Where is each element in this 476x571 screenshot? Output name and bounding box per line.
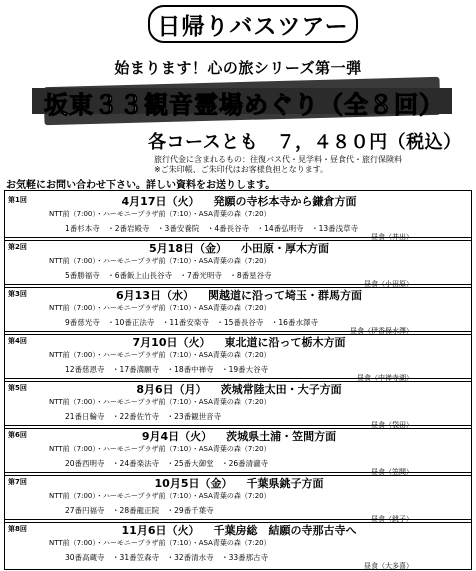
tour-heading: [5, 287, 473, 303]
tour-date: 10月5日（金）: [154, 477, 233, 490]
stamp-book-note: ※ご朱印帳、ご朱印代はお客様負担となります。: [154, 165, 329, 174]
tour-heading: [5, 475, 473, 491]
series-subtitle: 始まります！心の旅シリーズ第一弾: [114, 59, 362, 77]
tour-temples: 1番杉本寺 ・2番岩殿寺 ・3番安養院 ・4番長谷寺 ・14番弘明寺 ・13番浅草寺: [65, 224, 359, 233]
tour-banner: 日帰りバスツアー: [148, 5, 358, 43]
tour-temples: 27番円福寺 ・28番龍正院 ・29番千葉寺: [65, 506, 214, 515]
tour-row: [4, 331, 472, 382]
tour-heading: [5, 381, 473, 397]
tour-number: 第7回: [8, 478, 27, 486]
tour-pickup-route: NTT前（7:00）・ハーモニープラザ前（7:10）・ASA青葉の森（7:20）: [49, 257, 271, 265]
tour-heading: [5, 428, 473, 444]
tour-pickup-route: NTT前（7:00）・ハーモニープラザ前（7:10）・ASA青葉の森（7:20）: [49, 304, 271, 312]
tour-row: [4, 284, 472, 335]
tour-date: 11月6日（火）: [121, 524, 200, 537]
tour-pickup-route: NTT前（7:00）・ハーモニープラザ前（7:10）・ASA青葉の森（7:20）: [49, 492, 271, 500]
tour-lunch: 昼食（中禅寺湖）: [357, 374, 413, 382]
tour-number: 第6回: [8, 431, 27, 439]
tour-number: 第8回: [8, 525, 27, 533]
tour-date: 6月13日（水）: [116, 289, 194, 302]
tour-number: 第2回: [8, 243, 27, 251]
tour-course: 千葉房総 結願の寺那古寺へ: [213, 524, 357, 537]
tour-date: 4月17日（火）: [121, 195, 200, 208]
tour-course: 関越道に沿って埼玉・群馬方面: [207, 289, 362, 302]
tour-date: 5月18日（金）: [149, 242, 227, 255]
tour-heading: [5, 193, 473, 209]
tour-course: 茨城県土浦・笠間方面: [226, 430, 337, 443]
tour-row: [4, 519, 472, 570]
tour-date: 8月6日（月）: [136, 383, 207, 396]
tour-pickup-route: NTT前（7:00）・ハーモニープラザ前（7:10）・ASA青葉の森（7:20）: [49, 210, 271, 218]
tour-temples: 21番日輪寺 ・22番佐竹寺 ・23番観世音寺: [65, 412, 222, 421]
tour-lunch: 昼食（笠間）: [371, 468, 413, 476]
tour-heading: [5, 522, 473, 538]
tour-temples: 30番高蔵寺 ・31番笠森寺 ・32番清水寺 ・33番那古寺: [65, 553, 269, 562]
tour-course: 茨城常陸太田・大子方面: [220, 383, 342, 396]
tour-temples: 20番西明寺 ・24番楽法寺 ・25番大御堂 ・26番清瀧寺: [65, 459, 269, 468]
tour-lunch: 昼食（伊香保水澤）: [350, 327, 413, 335]
tour-number: 第4回: [8, 337, 27, 345]
tour-pickup-route: NTT前（7:00）・ハーモニープラザ前（7:10）・ASA青葉の森（7:20）: [49, 539, 271, 547]
tour-pickup-route: NTT前（7:00）・ハーモニープラザ前（7:10）・ASA青葉の森（7:20）: [49, 351, 271, 359]
tour-lunch: 昼食（井出）: [371, 233, 413, 241]
tour-lunch: 昼食（銚子）: [371, 515, 413, 523]
page-title: 坂東３３観音霊場めぐり（全８回）: [44, 90, 444, 119]
tour-lunch: 昼食（袋田）: [371, 421, 413, 429]
tour-number: 第1回: [8, 196, 27, 204]
tour-number: 第5回: [8, 384, 27, 392]
tour-row: [4, 237, 472, 288]
price-includes-note: 旅行代金に含まれるもの：往復バス代・見学料・昼食代・旅行保険料: [154, 155, 402, 164]
tour-heading: [5, 240, 473, 256]
contact-text: お気軽にお問い合わせ下さい。詳しい資料をお送りします。: [6, 180, 276, 191]
tour-course: 発願の寺杉本寺から鎌倉方面: [213, 195, 357, 208]
price-text: 各コースとも ７，４８０円（税込）: [148, 132, 462, 153]
tour-lunch: 昼食（大多喜）: [364, 562, 413, 570]
tour-temples: 5番勝福寺 ・6番飯上山長谷寺 ・7番光明寺 ・8番星谷寺: [65, 271, 272, 280]
tour-pickup-route: NTT前（7:00）・ハーモニープラザ前（7:10）・ASA青葉の森（7:20）: [49, 445, 271, 453]
tour-row: [4, 378, 472, 429]
tour-number: 第3回: [8, 290, 27, 298]
tour-course: 小田原・厚木方面: [240, 242, 329, 255]
tour-temples: 9番慈光寺 ・10番正法寺 ・11番安楽寺 ・15番長谷寺 ・16番水澤寺: [65, 318, 318, 327]
tour-row: [4, 190, 472, 241]
tour-course: 千葉県銚子方面: [246, 477, 324, 490]
tour-row: [4, 472, 472, 523]
tour-course: 東北道に沿って栃木方面: [224, 336, 346, 349]
tour-pickup-route: NTT前（7:00）・ハーモニープラザ前（7:10）・ASA青葉の森（7:20）: [49, 398, 271, 406]
tour-date: 9月4日（火）: [141, 430, 213, 443]
tour-row: [4, 425, 472, 476]
tour-heading: [5, 334, 473, 350]
tour-lunch: 昼食（小田原）: [364, 280, 413, 288]
tour-date: 7月10日（火）: [132, 336, 211, 349]
tour-temples: 12番慈恩寺 ・17番満願寺 ・18番中禅寺 ・19番大谷寺: [65, 365, 269, 374]
